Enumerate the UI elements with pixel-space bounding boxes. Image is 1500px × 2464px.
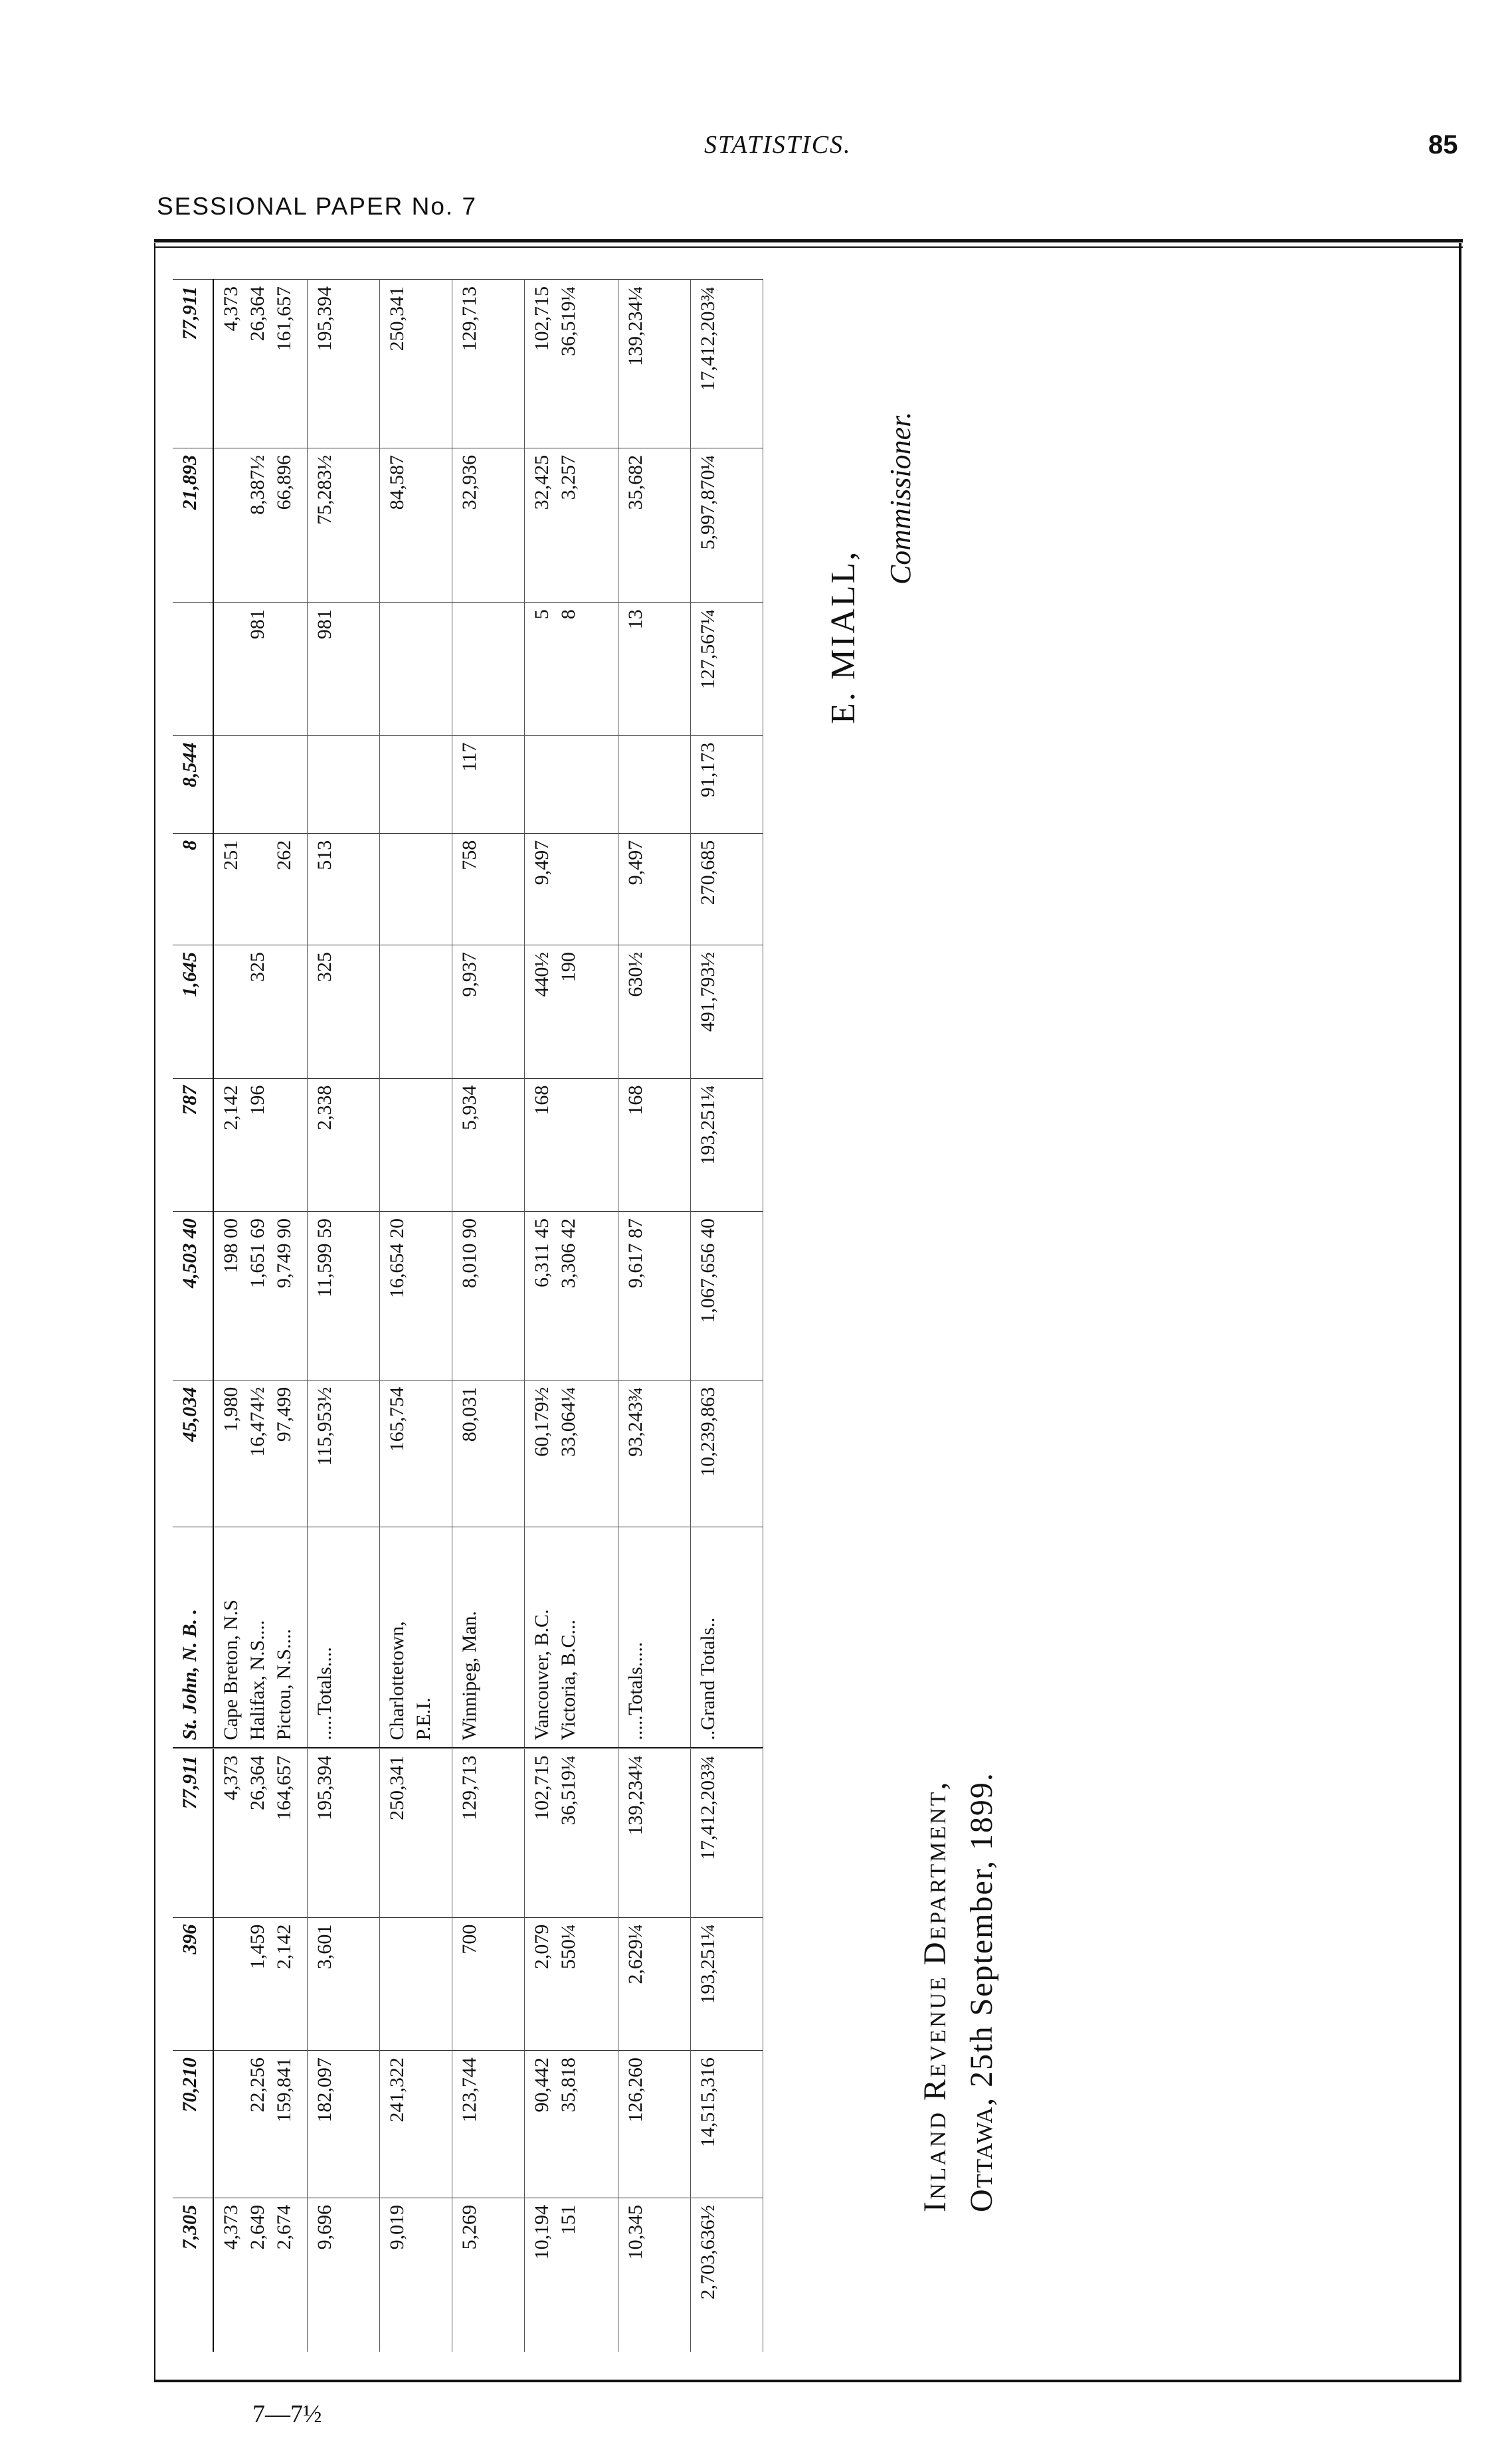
value-cell: 13 <box>618 603 691 735</box>
value-cell: 2,703,636½ <box>691 2198 763 2352</box>
carried-forward-cell: St. John, N. B. . <box>173 1527 213 1748</box>
value-cell: 126,260 <box>618 2051 691 2198</box>
value-cell <box>380 1078 452 1211</box>
value-cell: 195,394 <box>308 280 380 448</box>
value-cell: 115,953½ <box>308 1380 380 1527</box>
value-cell: 251 262 <box>213 833 308 945</box>
table-row <box>308 280 380 2352</box>
value-cell: 6,311 45 3,306 42 <box>525 1211 618 1380</box>
value-cell: 17,412,203¾ <box>691 280 763 448</box>
value-cell: 35,682 <box>618 448 691 602</box>
value-cell: 4,373 2,649 2,674 <box>213 2198 308 2352</box>
value-cell: 8,010 90 <box>452 1211 525 1380</box>
value-cell: 241,322 <box>380 2051 452 2198</box>
value-cell: 758 <box>452 833 525 945</box>
value-cell: 90,442 35,818 <box>525 2051 618 2198</box>
value-cell <box>380 735 452 833</box>
place-cell: Cape Breton, N.S Halifax, N.S.... Pictou, N.S.... <box>213 1527 308 1748</box>
value-cell: 2,629¼ <box>618 1917 691 2050</box>
value-cell: 9,497 <box>618 833 691 945</box>
carried-forward-cell: 8 <box>173 833 213 945</box>
value-cell: 127,567¼ <box>691 603 763 735</box>
carried-forward-cell: 77,911 <box>173 280 213 448</box>
place-cell: Charlottetown, P.E.I. <box>380 1527 452 1748</box>
value-cell: 129,713 <box>452 280 525 448</box>
table-row <box>691 280 763 2352</box>
value-cell: 102,715 36,519¼ <box>525 280 618 448</box>
carried-forward-cell: 396 <box>173 1917 213 2050</box>
value-cell: 9,937 <box>452 945 525 1078</box>
value-cell: 1,980 16,474½ 97,499 <box>213 1380 308 1527</box>
sessional-paper-label: SESSIONAL PAPER No. 7 <box>157 193 478 220</box>
value-cell: 139,234¼ <box>618 1748 691 1917</box>
value-cell: 84,587 <box>380 448 452 602</box>
value-cell: 9,019 <box>380 2198 452 2352</box>
value-cell: 250,341 <box>380 280 452 448</box>
value-cell: 129,713 <box>452 1748 525 1917</box>
value-cell: 981 <box>213 603 308 735</box>
value-cell: 513 <box>308 833 380 945</box>
value-cell <box>618 735 691 833</box>
bottom-rule <box>154 2380 1461 2382</box>
value-cell: 440½ 190 <box>525 945 618 1078</box>
carried-forward-cell: 7,305 <box>173 2198 213 2352</box>
value-cell <box>213 735 308 833</box>
value-cell: 4,373 26,364 161,657 <box>213 280 308 448</box>
value-cell: 117 <box>452 735 525 833</box>
value-cell: 14,515,316 <box>691 2051 763 2198</box>
value-cell: 10,239,863 <box>691 1380 763 1527</box>
carried-forward-row <box>173 280 213 2352</box>
value-cell: 9,696 <box>308 2198 380 2352</box>
value-cell: 3,601 <box>308 1917 380 2050</box>
value-cell <box>452 603 525 735</box>
value-cell: 981 <box>308 603 380 735</box>
value-cell <box>380 603 452 735</box>
value-cell: 139,234¼ <box>618 280 691 448</box>
dateline <box>963 1772 1000 2212</box>
value-cell: 182,097 <box>308 2051 380 2198</box>
value-cell: 22,256 159,841 <box>213 2051 308 2198</box>
value-cell <box>380 833 452 945</box>
value-cell: 325 <box>308 945 380 1078</box>
footer-folio: 7—7½ <box>252 2400 322 2428</box>
value-cell: 60,179½ 33,064¼ <box>525 1380 618 1527</box>
value-cell: 165,754 <box>380 1380 452 1527</box>
value-cell: 4,373 26,364 164,657 <box>213 1748 308 1917</box>
left-rule <box>154 243 155 2382</box>
value-cell: 168 <box>525 1078 618 1211</box>
table-row <box>213 280 308 2352</box>
table-row <box>525 280 618 2352</box>
page-number: 85 <box>1428 130 1458 159</box>
value-cell: 2,338 <box>308 1078 380 1211</box>
top-rule <box>154 239 1463 248</box>
department-name: Inland Revenue Department, <box>917 1780 953 2212</box>
value-cell: 10,345 <box>618 2198 691 2352</box>
value-cell: 700 <box>452 1917 525 2050</box>
value-cell <box>380 945 452 1078</box>
dateline-date: 25th September, 1899. <box>964 1772 999 2087</box>
place-cell: Winnipeg, Man. <box>452 1527 525 1748</box>
signatory-name: E. MIALL, <box>824 549 862 724</box>
carried-forward-cell: 45,034 <box>173 1380 213 1527</box>
value-cell: 32,936 <box>452 448 525 602</box>
value-cell: 9,497 <box>525 833 618 945</box>
carried-forward-cell: 21,893 <box>173 448 213 602</box>
value-cell <box>380 1917 452 2050</box>
value-cell: 91,173 <box>691 735 763 833</box>
value-cell: 195,394 <box>308 1748 380 1917</box>
value-cell: 5,269 <box>452 2198 525 2352</box>
value-cell: 8,387½ 66,896 <box>213 448 308 602</box>
value-cell <box>525 735 618 833</box>
carried-forward-cell: 1,645 <box>173 945 213 1078</box>
value-cell: 5,997,870¼ <box>691 448 763 602</box>
place-cell: .....Totals..... <box>618 1527 691 1748</box>
place-cell: Vancouver, B.C. Victoria, B.C... <box>525 1527 618 1748</box>
value-cell: 1,067,656 40 <box>691 1211 763 1380</box>
value-cell: 11,599 59 <box>308 1211 380 1380</box>
value-cell: 93,243¾ <box>618 1380 691 1527</box>
value-cell: 2,079 550¼ <box>525 1917 618 2050</box>
value-cell: 491,793½ <box>691 945 763 1078</box>
carried-forward-cell: 4,503 40 <box>173 1211 213 1380</box>
value-cell <box>308 735 380 833</box>
table-row <box>380 280 452 2352</box>
value-cell: 630½ <box>618 945 691 1078</box>
signatory-title: Commissioner. <box>884 411 917 585</box>
value-cell: 80,031 <box>452 1380 525 1527</box>
carried-forward-cell: 8,544 <box>173 735 213 833</box>
value-cell: 102,715 36,519¼ <box>525 1748 618 1917</box>
value-cell: 193,251¼ <box>691 1917 763 2050</box>
value-cell: 1,459 2,142 <box>213 1917 308 2050</box>
statistics-table <box>173 279 763 2352</box>
value-cell: 75,283½ <box>308 448 380 602</box>
value-cell: 193,251¼ <box>691 1078 763 1211</box>
value-cell: 198 00 1,651 69 9,749 90 <box>213 1211 308 1380</box>
value-cell: 123,744 <box>452 2051 525 2198</box>
value-cell: 32,425 3,257 <box>525 448 618 602</box>
dateline-place: Ottawa, <box>964 2096 999 2212</box>
running-title: STATISTICS. <box>704 131 852 159</box>
table-row <box>618 280 691 2352</box>
statistics-table-rotated <box>173 279 744 2352</box>
place-cell: .....Totals.... <box>308 1527 380 1748</box>
value-cell: 2,142 196 <box>213 1078 308 1211</box>
value-cell: 17,412,203¾ <box>691 1748 763 1917</box>
value-cell: 325 <box>213 945 308 1078</box>
place-cell: ..Grand Totals.. <box>691 1527 763 1748</box>
carried-forward-cell: 70,210 <box>173 2051 213 2198</box>
carried-forward-cell: 787 <box>173 1078 213 1211</box>
value-cell: 16,654 20 <box>380 1211 452 1380</box>
value-cell: 270,685 <box>691 833 763 945</box>
value-cell: 168 <box>618 1078 691 1211</box>
carried-forward-cell <box>173 603 213 735</box>
value-cell: 5 8 <box>525 603 618 735</box>
carried-forward-cell: 77,911 <box>173 1748 213 1917</box>
right-rule <box>1459 243 1461 2382</box>
value-cell: 250,341 <box>380 1748 452 1917</box>
value-cell: 5,934 <box>452 1078 525 1211</box>
table-row <box>452 280 525 2352</box>
value-cell: 10,194 151 <box>525 2198 618 2352</box>
value-cell: 9,617 87 <box>618 1211 691 1380</box>
